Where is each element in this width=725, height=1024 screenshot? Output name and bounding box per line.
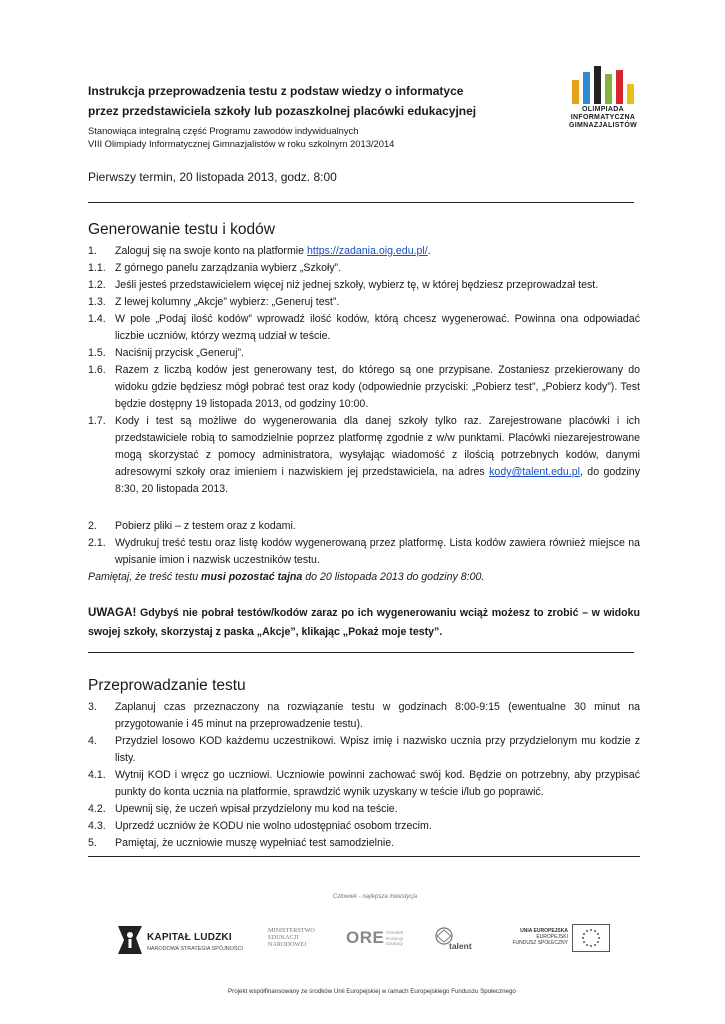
first-term-date: Pierwszy termin, 20 listopada 2013, godz. 8:00	[88, 170, 337, 184]
eu-line: FUNDUSZ SPOŁECZNY	[512, 940, 568, 947]
eu-line: UNIA EUROPEJSKA	[520, 928, 568, 934]
kapital-ludzki-logo	[116, 922, 256, 960]
item-number: 1.7.	[88, 415, 106, 427]
item-number: 1.4.	[88, 313, 106, 325]
item-text-part: , do godziny 8:30, 20 listopada 2013.	[115, 466, 640, 495]
item-text-part: Zaloguj się na swoje konto na platformie	[115, 245, 307, 257]
kapital-ludzki-icon	[116, 924, 144, 956]
item-text-part: Kody i test są możliwe do wygenerowania dla danej szkoły tylko raz. Zarejestrowane placówki i ich przedstawiciele robią to samodzielnie poprzez platformę zgodnie z w/w punktami. Placówki niezarejestrowane mogą skorzystać z pomocy administratora, wysyłając wiadomość z ilością potrzebnych kodów, danymi adresowymi szkoły oraz imieniem i nazwiskiem jej przedstawiciela, na adres	[115, 415, 640, 478]
item-number: 1.2.	[88, 279, 106, 291]
conducting-steps	[88, 699, 640, 852]
talent-logo	[433, 922, 491, 960]
title-line-1: Instrukcja przeprowadzenia testu z podstaw wiedzy o informatyce	[88, 84, 464, 98]
warning-paragraph	[88, 603, 640, 642]
item-text: Wydrukuj treść testu oraz listę kodów wygenerowaną przez platformę. Lista kodów zawiera również miejsce na wpisanie imion i nazwisk uczestników testu.	[115, 537, 640, 566]
subtitle-line-1: Stanowiąca integralną część Programu zawodów indywidualnych	[88, 125, 359, 136]
item-number: 1.1.	[88, 262, 106, 274]
item-number: 4.1.	[88, 769, 106, 781]
list-item	[88, 518, 640, 535]
project-funding-note: Projekt współfinansowany ze środków Unii Europejskiej w ramach Europejskiego Funduszu Społecznego	[228, 988, 516, 995]
ore-sub-line: Rozwoju	[386, 935, 404, 941]
email-link[interactable]: kody@talent.edu.pl	[489, 466, 580, 478]
kapital-ludzki-subtitle: NARODOWA STRATEGIA SPÓJNOŚCI	[147, 946, 243, 952]
kapital-ludzki-name: KAPITAŁ LUDZKI	[147, 932, 232, 943]
item-number: 4.2.	[88, 803, 106, 815]
item-text: Razem z liczbą kodów jest generowany test, do którego są one przypisane. Zostaniesz przekierowany do widoku gdzie będziesz mógł pobrać test oraz kody (odpowiednie przyciski: „Pobierz test”, „Pobierz kody”). Test będzie dostępny 19 listopada 2013, od godziny 10:00.	[115, 364, 640, 410]
list-item	[88, 801, 640, 818]
secrecy-note	[88, 569, 640, 586]
logo-text	[558, 106, 648, 130]
logo-bar	[605, 74, 612, 104]
item-number: 1.	[88, 245, 97, 257]
divider	[88, 856, 640, 857]
list-item	[88, 699, 640, 733]
note-text: do 20 listopada 2013 do godziny 8:00.	[302, 571, 485, 583]
olympiad-logo	[558, 66, 648, 136]
item-text: Naciśnij przycisk „Generuj”.	[115, 347, 244, 359]
download-steps	[88, 518, 640, 586]
note-text: Pamiętaj, że treść testu	[88, 571, 202, 583]
list-item	[88, 260, 640, 277]
item-number: 1.3.	[88, 296, 106, 308]
men-line: MINISTERSTWO	[268, 927, 315, 934]
item-text: Pobierz pliki – z testem oraz z kodami.	[115, 520, 296, 532]
item-number: 1.6.	[88, 364, 106, 376]
item-text: Z lewej kolumny „Akcje” wybierz: „Generuj test”.	[115, 296, 340, 308]
platform-link[interactable]: https://zadania.oig.edu.pl/	[306, 245, 428, 257]
item-number: 5.	[88, 837, 97, 849]
item-number: 2.1.	[88, 537, 106, 549]
footer-motto: Człowiek - najlepsza inwestycja	[333, 894, 418, 900]
ore-subtitle	[386, 930, 403, 947]
ore-logo	[346, 922, 422, 960]
talent-name: talent	[449, 941, 472, 951]
item-number: 3.	[88, 701, 97, 713]
logo-line-3: GIMNAZJALISTÓW	[569, 122, 637, 129]
item-text: Upewnij się, że uczeń wpisał przydzielony mu kod na teście.	[115, 803, 398, 815]
list-item	[88, 733, 640, 767]
title-line-2: przez przedstawiciela szkoły lub pozaszkolnej placówki edukacyjnej	[88, 104, 477, 118]
list-item	[88, 767, 640, 801]
ore-name: ORE	[346, 928, 385, 947]
item-text	[115, 413, 640, 498]
divider	[88, 652, 634, 653]
section-heading-conducting: Przeprowadzanie testu	[88, 677, 246, 694]
item-text: W pole „Podaj ilość kodów” wprowadź ilość kodów, którą chcesz wygenerować. Powinna ona odpowiadać liczbie uczniów, którzy wezmą udział w teście.	[115, 313, 640, 342]
document-title	[88, 81, 548, 121]
list-item	[88, 535, 640, 569]
item-number: 2.	[88, 520, 97, 532]
eu-stars-icon	[573, 925, 609, 951]
men-line: EDUKACJI	[268, 933, 299, 941]
item-text-part: .	[427, 245, 431, 257]
subtitle-line-2: VIII Olimpiady Informatycznej Gimnazjalistów w roku szkolnym 2013/2014	[88, 138, 395, 150]
item-text: Z górnego panelu zarządzania wybierz „Szkoły”.	[115, 262, 342, 274]
divider	[88, 202, 634, 203]
men-logo	[268, 922, 330, 966]
list-item	[88, 362, 640, 413]
men-line: NARODOWEJ	[268, 940, 307, 948]
list-item	[88, 413, 640, 498]
list-item	[88, 835, 640, 852]
ore-sub-line: Ośrodek	[386, 930, 404, 935]
item-text	[115, 243, 640, 260]
eu-line: EUROPEJSKI	[536, 934, 568, 941]
eu-text	[512, 928, 568, 947]
list-item	[88, 345, 640, 362]
item-text: Przydziel losowo KOD każdemu uczestnikowi. Wpisz imię i nazwisko ucznia przy przydzielonym mu kodzie z listy.	[115, 735, 640, 764]
document-subtitle	[88, 124, 548, 151]
logo-bar	[594, 66, 601, 104]
list-item	[88, 294, 640, 311]
item-text: Pamiętaj, że uczniowie muszę wypełniać test samodzielnie.	[115, 837, 395, 849]
list-item	[88, 818, 640, 835]
logo-bars-icon	[570, 66, 636, 104]
section-heading-generation: Generowanie testu i kodów	[88, 221, 275, 238]
list-item	[88, 311, 640, 345]
logo-bar	[572, 80, 579, 104]
item-text: Zaplanuj czas przeznaczony na rozwiązanie testu w godzinach 8:00-9:15 (ewentualne 30 minut na przygotowanie i 45 minut na przeprowadzenie testu).	[115, 701, 640, 730]
eu-flag-icon	[572, 924, 610, 952]
logo-bar	[627, 84, 634, 104]
ore-sub-line: Edukacji	[386, 941, 404, 946]
warning-text: Gdybyś nie pobrał testów/kodów zaraz po ich wygenerowaniu wciąż możesz to zrobić – w widoku swojej szkoły, skorzystaj z paska „Akcje”, klikając „Pokaż moje testy”.	[88, 607, 640, 638]
logo-bar	[583, 72, 590, 104]
note-emphasis: musi pozostać tajna	[201, 571, 303, 583]
logo-line-2: INFORMATYCZNA	[570, 114, 636, 121]
list-item	[88, 277, 640, 294]
item-number: 1.5.	[88, 347, 106, 359]
item-text: Jeśli jesteś przedstawicielem więcej niż jednej szkoły, wybierz tę, w której będziesz przeprowadzał test.	[115, 279, 599, 291]
list-item	[88, 243, 640, 260]
item-text: Uprzedź uczniów że KODU nie wolno udostępniać osobom trzecim.	[115, 820, 432, 832]
generation-steps	[88, 243, 640, 498]
warning-label: UWAGA!	[88, 606, 137, 619]
logo-line-1: OLIMPIADA	[582, 106, 624, 113]
item-number: 4.3.	[88, 820, 106, 832]
item-number: 4.	[88, 735, 97, 747]
item-text: Wytnij KOD i wręcz go uczniowi. Uczniowie powinni zachować swój kod. Będzie on potrzebny, aby przypisać punkty do konta ucznia na platformie, sprawdzić wynik uzyskany w teście i/lub go poprawić.	[115, 769, 640, 798]
logo-bar	[616, 70, 623, 104]
eu-logo	[512, 922, 612, 960]
